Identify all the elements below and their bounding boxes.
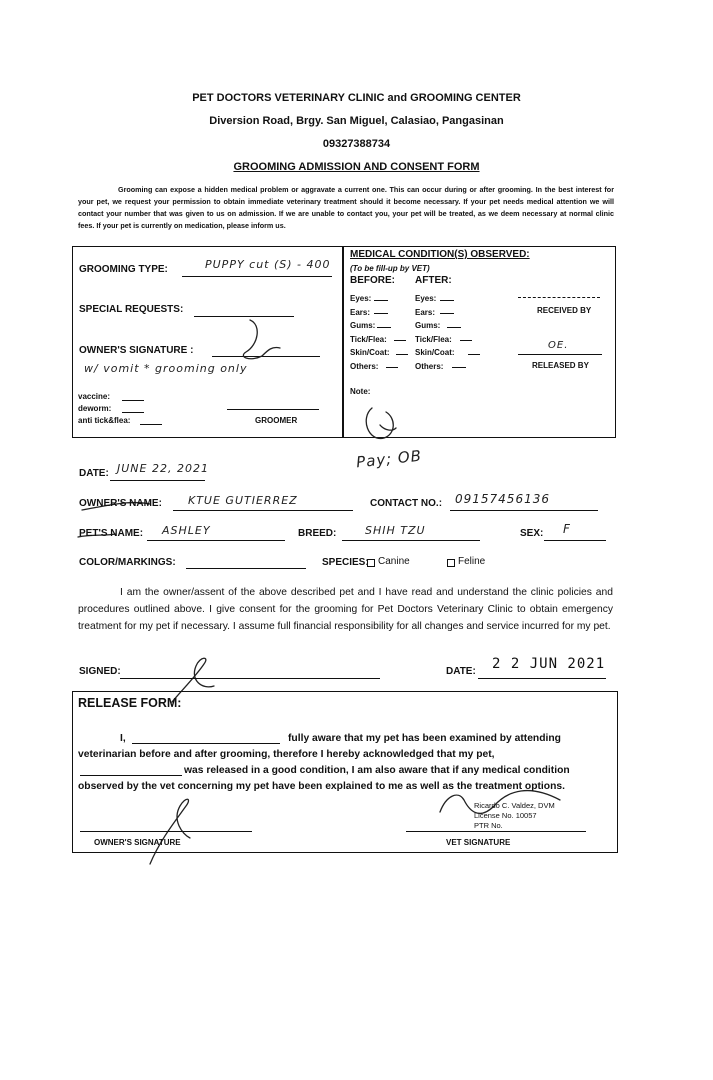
owners-signature-label: OWNER'S SIGNATURE : [79,345,194,356]
vet-release-signature-label: VET SIGNATURE [446,838,511,847]
owner-name-value: KTUE GUTIERREZ [188,494,298,507]
after-item: Gums: [415,321,441,330]
vet-initials-scribble [366,408,396,438]
pet-name-label: PET'S NAME: [79,528,144,539]
anti-tick-label: anti tick&flea: [78,416,131,425]
signed-label: SIGNED: [79,666,121,677]
sex-line [544,540,606,541]
release-line3-suffix: was released in a good condition, I am also aware that if any medical condition [184,765,570,776]
intro-text: Grooming can expose a hidden medical problem or aggravate a current one. This can occur during or after grooming. In the best interest for your pet, we request your permission to obtain immediate veterinary treatment should it become necessary. If your pet needs medical attention we will contact your number that was given to us on admission. If we are unable to contact you, your pet will be treated, as we deem necessary at normal clinic fees. If your pet is currently on medication, please inform us. [78,185,614,230]
before-item: Tick/Flea: [350,334,387,344]
grooming-type-value: PUPPY cut (S) - 400 [205,258,331,271]
sex-value: F [563,522,571,536]
release-title: RELEASE FORM: [78,696,182,710]
breed-label: BREED: [298,528,337,539]
clinic-address: Diversion Road, Brgy. San Miguel, Calasiao, Pangasinan [209,115,504,127]
canine-checkbox[interactable] [367,559,375,567]
release-line1-prefix: I, [120,733,126,744]
signed-date-value: 2 2 JUN 2021 [492,656,606,672]
contact-line [450,510,598,511]
contact-value: 09157456136 [455,492,550,506]
released-by-label: RELEASED BY [532,361,589,370]
vet-stamp-name: Ricardo C. Valdez, DVM [474,801,555,810]
before-item: Eyes: [350,294,372,303]
handwritten-paid-note: Pay; OB [355,446,423,472]
contact-label: CONTACT NO.: [370,498,443,509]
groomer-label: GROOMER [255,416,298,425]
after-item: Tick/Flea: [415,334,452,344]
release-pet-line [80,775,182,776]
owner-name-label: OWNER'S NAME: [79,498,162,509]
release-line2: veterinarian before and after grooming, therefore I hereby acknowledged that my pet, [78,749,495,760]
color-label: COLOR/MARKINGS: [79,557,176,568]
clinic-phone: 09327388734 [322,138,391,150]
received-by-label: RECEIVED BY [537,306,592,315]
feline-checkbox[interactable] [447,559,455,567]
canine-label: Canine [378,556,410,567]
vaccine-label: vaccine: [78,392,111,401]
released-by-value: OE. [548,340,569,351]
breed-line [342,540,480,541]
vet-release-signature-line [406,831,586,832]
before-item: Gums: [350,321,376,330]
handwritten-note: w/ vomit * grooming only [84,362,248,375]
owner-signature-scribble-1 [243,320,280,359]
after-item: Eyes: [415,294,437,303]
note-label: Note: [350,387,371,396]
before-item: Ears: [350,307,371,317]
release-line4: observed by the vet concerning my pet have been explained to me as well as the treatment options. [78,781,565,792]
sex-label: SEX: [520,528,544,539]
form-title: GROOMING ADMISSION AND CONSENT FORM [233,161,480,173]
after-item: Skin/Coat: [415,348,455,357]
vet-stamp-license: License No. 10057 [474,811,537,820]
owner-name-line [173,510,353,511]
owner-release-signature-label: OWNER'S SIGNATURE [94,838,181,847]
medical-title: MEDICAL CONDITION(S) OBSERVED: [350,249,530,260]
date-label: DATE: [79,468,109,479]
owner-release-signature-line [80,831,252,832]
date-value: JUNE 22, 2021 [117,462,209,475]
vet-stamp-ptr: PTR No. [474,821,503,830]
before-label: BEFORE: [350,275,395,286]
deworm-label: deworm: [78,404,112,413]
color-line [186,568,306,569]
pet-name-value: ASHLEY [162,524,211,537]
species-label: SPECIES: [322,557,369,568]
before-item: Skin/Coat: [350,348,390,357]
breed-value: SHIH TZU [365,524,426,537]
grooming-type-label: GROOMING TYPE: [79,264,168,275]
signed-date-label: DATE: [446,666,476,677]
vet-stamp [474,801,555,831]
clinic-name: PET DOCTORS VETERINARY CLINIC and GROOMING CENTER [192,92,521,104]
pet-name-line [147,540,285,541]
before-item: Others: [350,361,379,371]
release-name-line [132,743,280,744]
signed-line [120,678,380,679]
signed-date-line [478,678,606,679]
medical-subtitle: (To be fill-up by VET) [350,264,430,273]
after-label: AFTER: [415,275,452,286]
date-line [110,480,205,481]
special-requests-label: SPECIAL REQUESTS: [79,304,184,315]
feline-label: Feline [458,556,486,567]
after-item: Ears: [415,307,436,317]
after-item: Others: [415,361,444,371]
consent-text: I am the owner/assent of the above described pet and I have read and understand the clinic policies and procedures outlined above. I give consent for the grooming for Pet Doctors Veterinary Clinic to obtain emergency treatment for my pet if necessary. I assume full financial responsibility for all changes and service incurred for my pet. [78,587,613,632]
release-line1-suffix: fully aware that my pet has been examined by attending [288,733,561,744]
